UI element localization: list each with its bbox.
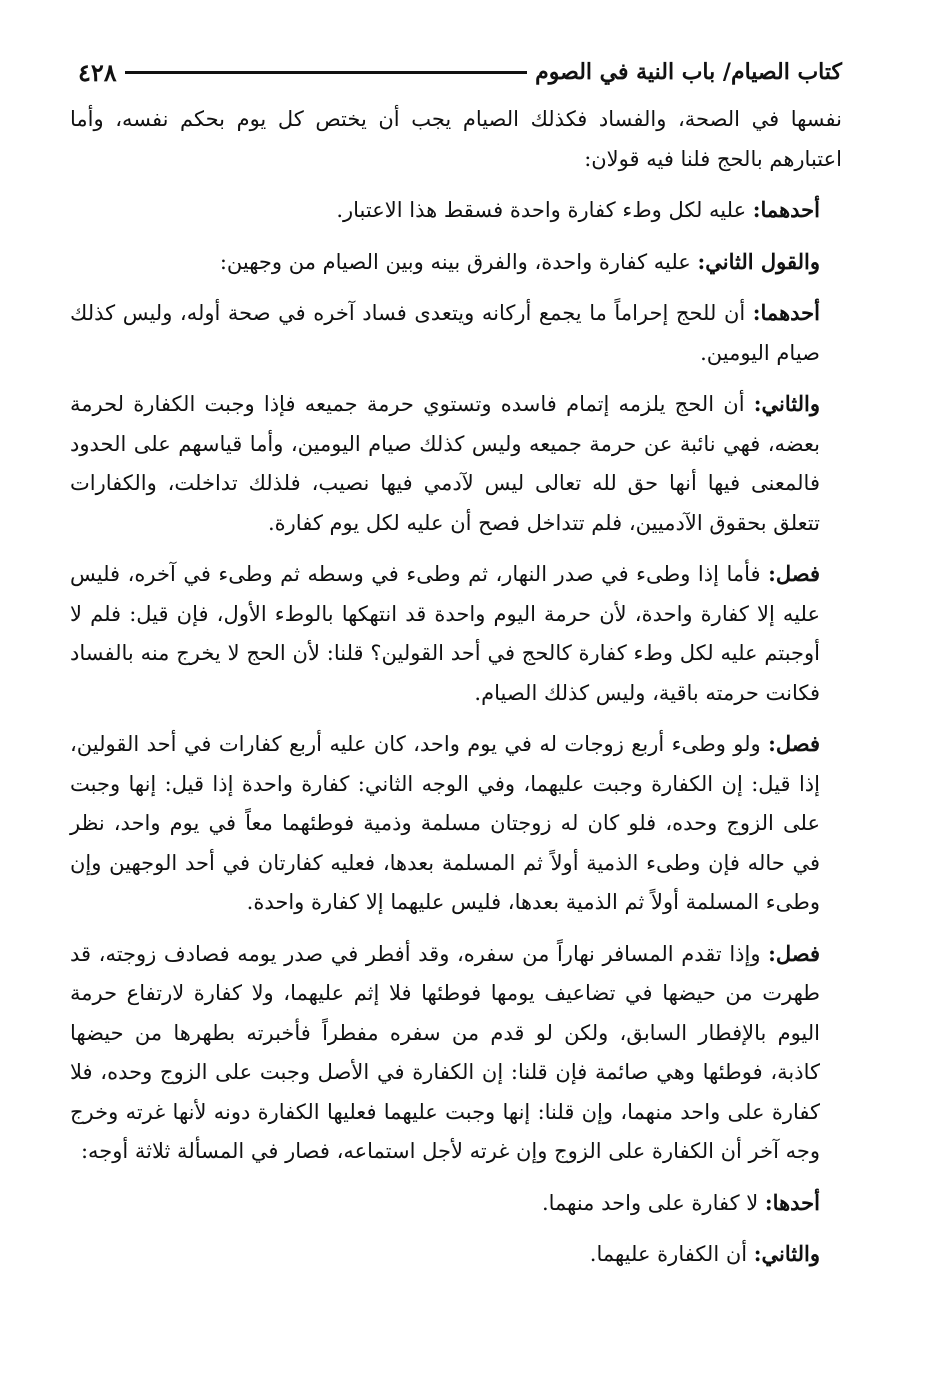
paragraph-text: لا كفارة على واحد منهما.: [541, 1190, 765, 1215]
paragraph-text: أن للحج إحراماً ما يجمع أركانه ويتعدى فساد آخره في صحة أوله، وليس كذلك صيام اليومين.: [70, 301, 820, 365]
paragraph: [70, 1183, 842, 1224]
paragraph-lead: والثاني:: [753, 1241, 820, 1266]
paragraph: [70, 724, 842, 923]
paragraph-text: عليه كفارة واحدة، والفرق بينه وبين الصيام من وجهين:: [219, 249, 698, 274]
paragraph-lead: فصل:: [768, 561, 820, 586]
paragraph-text: فأما إذا وطىء في صدر النهار، ثم وطىء في وسطه ثم وطىء في آخره، فليس عليه إلا كفارة واحدة، لأن حرمة اليوم واحدة قد انتهكها بالوطء الأول، فإن قيل: فلم لا أوجبتم عليه لكل وطء كفارة كالحج في أحد القولين؟ قلنا: لأن الحج لا يخرج منه بالفساد فكانت حرمته باقية، وليس كذلك الصيام.: [70, 562, 820, 705]
paragraph-lead: أحدها:: [764, 1189, 820, 1215]
paragraph-text: ولو وطىء أربع زوجات له في يوم واحد، كان عليه أربع كفارات في أحد القولين، إذا قيل: إن الكفارة وجبت عليهما، وفي الوجه الثاني: كفارة واحدة إذا قيل: إنها وجبت على الزوج وحده، فلو كان له زوجتان مسلمة وذمية فوطئهما معاً في يوم واحد، نظر في حاله فإن وطىء الذمية أولاً ثم المسلمة بعدها، فعليه كفارتان في أحد الوجهين وإن وطىء المسلمة أولاً ثم الذمية بعدها، فليس عليهما إلا كفارة واحدة.: [70, 732, 820, 914]
paragraph-text: عليه لكل وطء كفارة واحدة فسقط هذا الاعتبار.: [336, 198, 753, 222]
paragraph-lead: والثاني:: [753, 391, 820, 416]
paragraph: [70, 934, 842, 1172]
paragraph-lead: والقول الثاني:: [697, 248, 820, 274]
paragraph-text: نفسها في الصحة، والفساد فكذلك الصيام يجب أن يختص كل يوم بحكم نفسه، وأما اعتبارهم بالحج فلنا فيه قولان:: [70, 107, 842, 171]
running-title: كتاب الصيام/ باب النية في الصوم: [535, 59, 842, 85]
paragraph: [70, 554, 842, 713]
header-rule: [125, 71, 527, 74]
paragraph-lead: فصل:: [768, 731, 820, 756]
paragraph-lead: فصل:: [768, 940, 820, 966]
paragraph-text: أن الكفارة عليهما.: [589, 1242, 754, 1266]
paragraph: [70, 1234, 842, 1275]
paragraph-lead: أحدهما:: [752, 300, 820, 325]
page-number: ٤٢٨: [78, 57, 117, 87]
book-page: [70, 52, 842, 1286]
paragraph-text: أن الحج يلزمه إتمام فاسده وتستوي حرمة جميعه فإذا وجبت الكفارة لحرمة بعضه، فهي نائبة عن حرمة جميعه وليس كذلك صيام اليومين، وأما قياسهم على الحدود فالمعنى فيها أنها حق لله تعالى ليس لآدمي فيها نصيب، فلذلك تداخلت، والكفارات تتعلق بحقوق الآدميين، فلم تتداخل فصح أن عليه لكل يوم كفارة.: [70, 392, 820, 535]
paragraph: [70, 190, 842, 231]
page-body: [70, 100, 842, 1275]
paragraph: [70, 242, 842, 283]
paragraph: [70, 384, 842, 543]
paragraph: [70, 293, 842, 373]
paragraph-text: وإذا تقدم المسافر نهاراً من سفره، وقد أفطر في صدر يومه فصادف زوجته، قد طهرت من حيضها في تضاعيف يومها فوطئها فلا إثم عليهما، ولا كفارة لارتفاع حرمة اليوم بالإفطار السابق، ولكن لو قدم من سفره مفطراً فأخبرته بطهرها من حيضها كاذبة، فوطئها وهي صائمة فإن قلنا: إن الكفارة في الأصل وجبت على الزوج وحده، فلا كفارة على واحد منهما، وإن قلنا: إنها وجبت عليهما فعليها الكفارة دونه لأنها غرته وخرج وجه آخر أن الكفارة على الزوج وإن غرته لأجل استماعه، فصار في المسألة ثلاثة أوجه:: [70, 941, 820, 1163]
page-header: [70, 52, 842, 92]
paragraph: [70, 100, 842, 179]
paragraph-lead: أحدهما:: [752, 197, 820, 222]
